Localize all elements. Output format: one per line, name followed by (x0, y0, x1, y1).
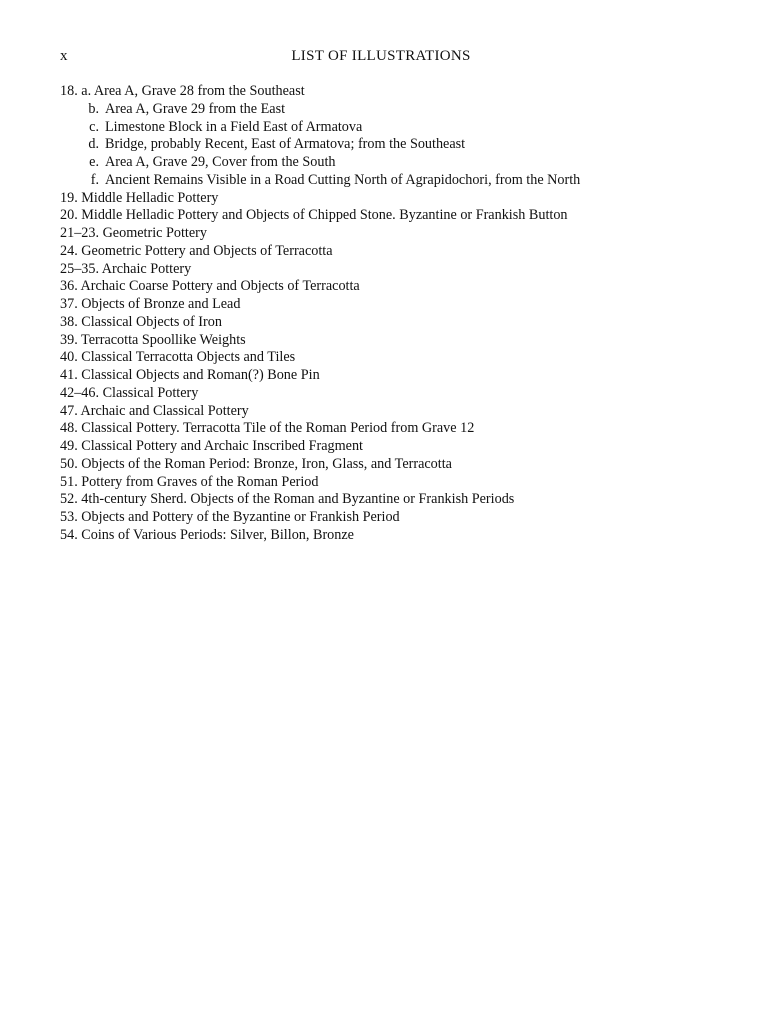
figure-caption: Middle Helladic Pottery and Objects of Chipped Stone. Byzantine or Frankish Button (81, 207, 568, 224)
figure-number: 21–23. (60, 225, 100, 241)
figure-caption: Geometric Pottery and Objects of Terracotta (81, 242, 333, 259)
figure-caption: Archaic Coarse Pottery and Objects of Terracotta (80, 278, 360, 295)
list-item (60, 332, 720, 350)
list-item (60, 261, 720, 279)
list-item (60, 172, 720, 190)
figure-caption: Classical Objects and Roman(?) Bone Pin (81, 367, 320, 383)
list-item (60, 314, 720, 332)
figure-caption: Classical Pottery (102, 384, 199, 401)
list-item (60, 190, 720, 208)
list-item (60, 136, 720, 154)
sub-letter: d. (88, 136, 99, 153)
sub-letter: b. (88, 100, 99, 117)
list-item (60, 349, 720, 367)
figure-number: 52. (60, 491, 78, 508)
figure-caption: Limestone Block in a Field East of Armatova (105, 118, 363, 135)
figure-number: 40. (60, 349, 78, 366)
figure-caption: Area A, Grave 29 from the East (105, 100, 286, 117)
figure-caption: Objects of the Roman Period: Bronze, Iron, Glass, and Terracotta (81, 455, 452, 472)
figure-caption: Terracotta Spoollike Weights (81, 331, 246, 348)
figure-caption: Bridge, probably Recent, East of Armatova; from the Southeast (105, 136, 466, 153)
figure-caption: Classical Pottery and Archaic Inscribed Fragment (81, 438, 363, 454)
figure-number: 42–46. (60, 384, 100, 401)
figure-number: 37. (60, 296, 78, 312)
list-item (60, 154, 720, 172)
list-item (60, 101, 720, 119)
figure-caption: Geometric Pottery (102, 225, 207, 241)
figure-number: 53. (60, 509, 78, 525)
figure-caption: Ancient Remains Visible in a Road Cutting North of Agrapidochori, from the North (105, 171, 581, 188)
list-item (60, 207, 720, 225)
figure-number: 19. (60, 189, 78, 206)
page-number: x (60, 48, 68, 64)
figure-number: 36. (60, 278, 78, 295)
figure-number: 54. (60, 526, 78, 543)
list-item (60, 509, 720, 527)
list-item (60, 278, 720, 296)
figure-caption: Archaic Pottery (101, 260, 192, 277)
illustrations-list (60, 83, 720, 545)
figure-number: 20. (60, 207, 78, 224)
list-item (60, 119, 720, 137)
figure-number: 47. (60, 402, 78, 419)
figure-caption: Objects and Pottery of the Byzantine or Frankish Period (81, 509, 400, 525)
figure-caption: Objects of Bronze and Lead (81, 296, 241, 312)
sub-letter: f. (90, 171, 99, 188)
figure-caption: Classical Objects of Iron (81, 313, 222, 330)
figure-number: 25–35. (60, 260, 100, 277)
figure-caption: 4th-century Sherd. Objects of the Roman and Byzantine or Frankish Periods (81, 491, 515, 508)
sub-letter: e. (89, 154, 99, 170)
page-title: LIST OF ILLUSTRATIONS (291, 48, 471, 64)
list-item (60, 474, 720, 492)
figure-number: 18. (60, 83, 78, 99)
list-item (60, 491, 720, 509)
figure-number: 50. (60, 455, 78, 472)
figure-number: 38. (60, 313, 78, 330)
list-item (60, 385, 720, 403)
figure-caption: Classical Terracotta Objects and Tiles (81, 349, 296, 366)
figure-caption: Pottery from Graves of the Roman Period (81, 473, 319, 490)
figure-number: 24. (60, 242, 78, 259)
figure-number: 48. (60, 420, 78, 437)
figure-caption: Classical Pottery. Terracotta Tile of the Roman Period from Grave 12 (81, 420, 475, 437)
sub-letter: c. (89, 118, 99, 135)
list-item (60, 83, 720, 101)
figure-caption: Area A, Grave 28 from the Southeast (93, 83, 305, 99)
figure-number: 41. (60, 367, 78, 383)
figure-number: 51. (60, 473, 78, 490)
list-item (60, 420, 720, 438)
figure-number: 49. (60, 438, 78, 454)
list-item (60, 296, 720, 314)
list-item (60, 403, 720, 421)
list-item (60, 438, 720, 456)
figure-caption: Middle Helladic Pottery (81, 189, 219, 206)
sub-letter: a. (81, 83, 92, 99)
figure-caption: Archaic and Classical Pottery (80, 402, 249, 419)
list-item (60, 243, 720, 261)
list-item (60, 527, 720, 545)
figure-number: 39. (60, 331, 78, 348)
list-item (60, 367, 720, 385)
figure-caption: Coins of Various Periods: Silver, Billon, Bronze (81, 526, 354, 543)
list-item (60, 456, 720, 474)
figure-caption: Area A, Grave 29, Cover from the South (105, 154, 336, 170)
list-item (60, 225, 720, 243)
